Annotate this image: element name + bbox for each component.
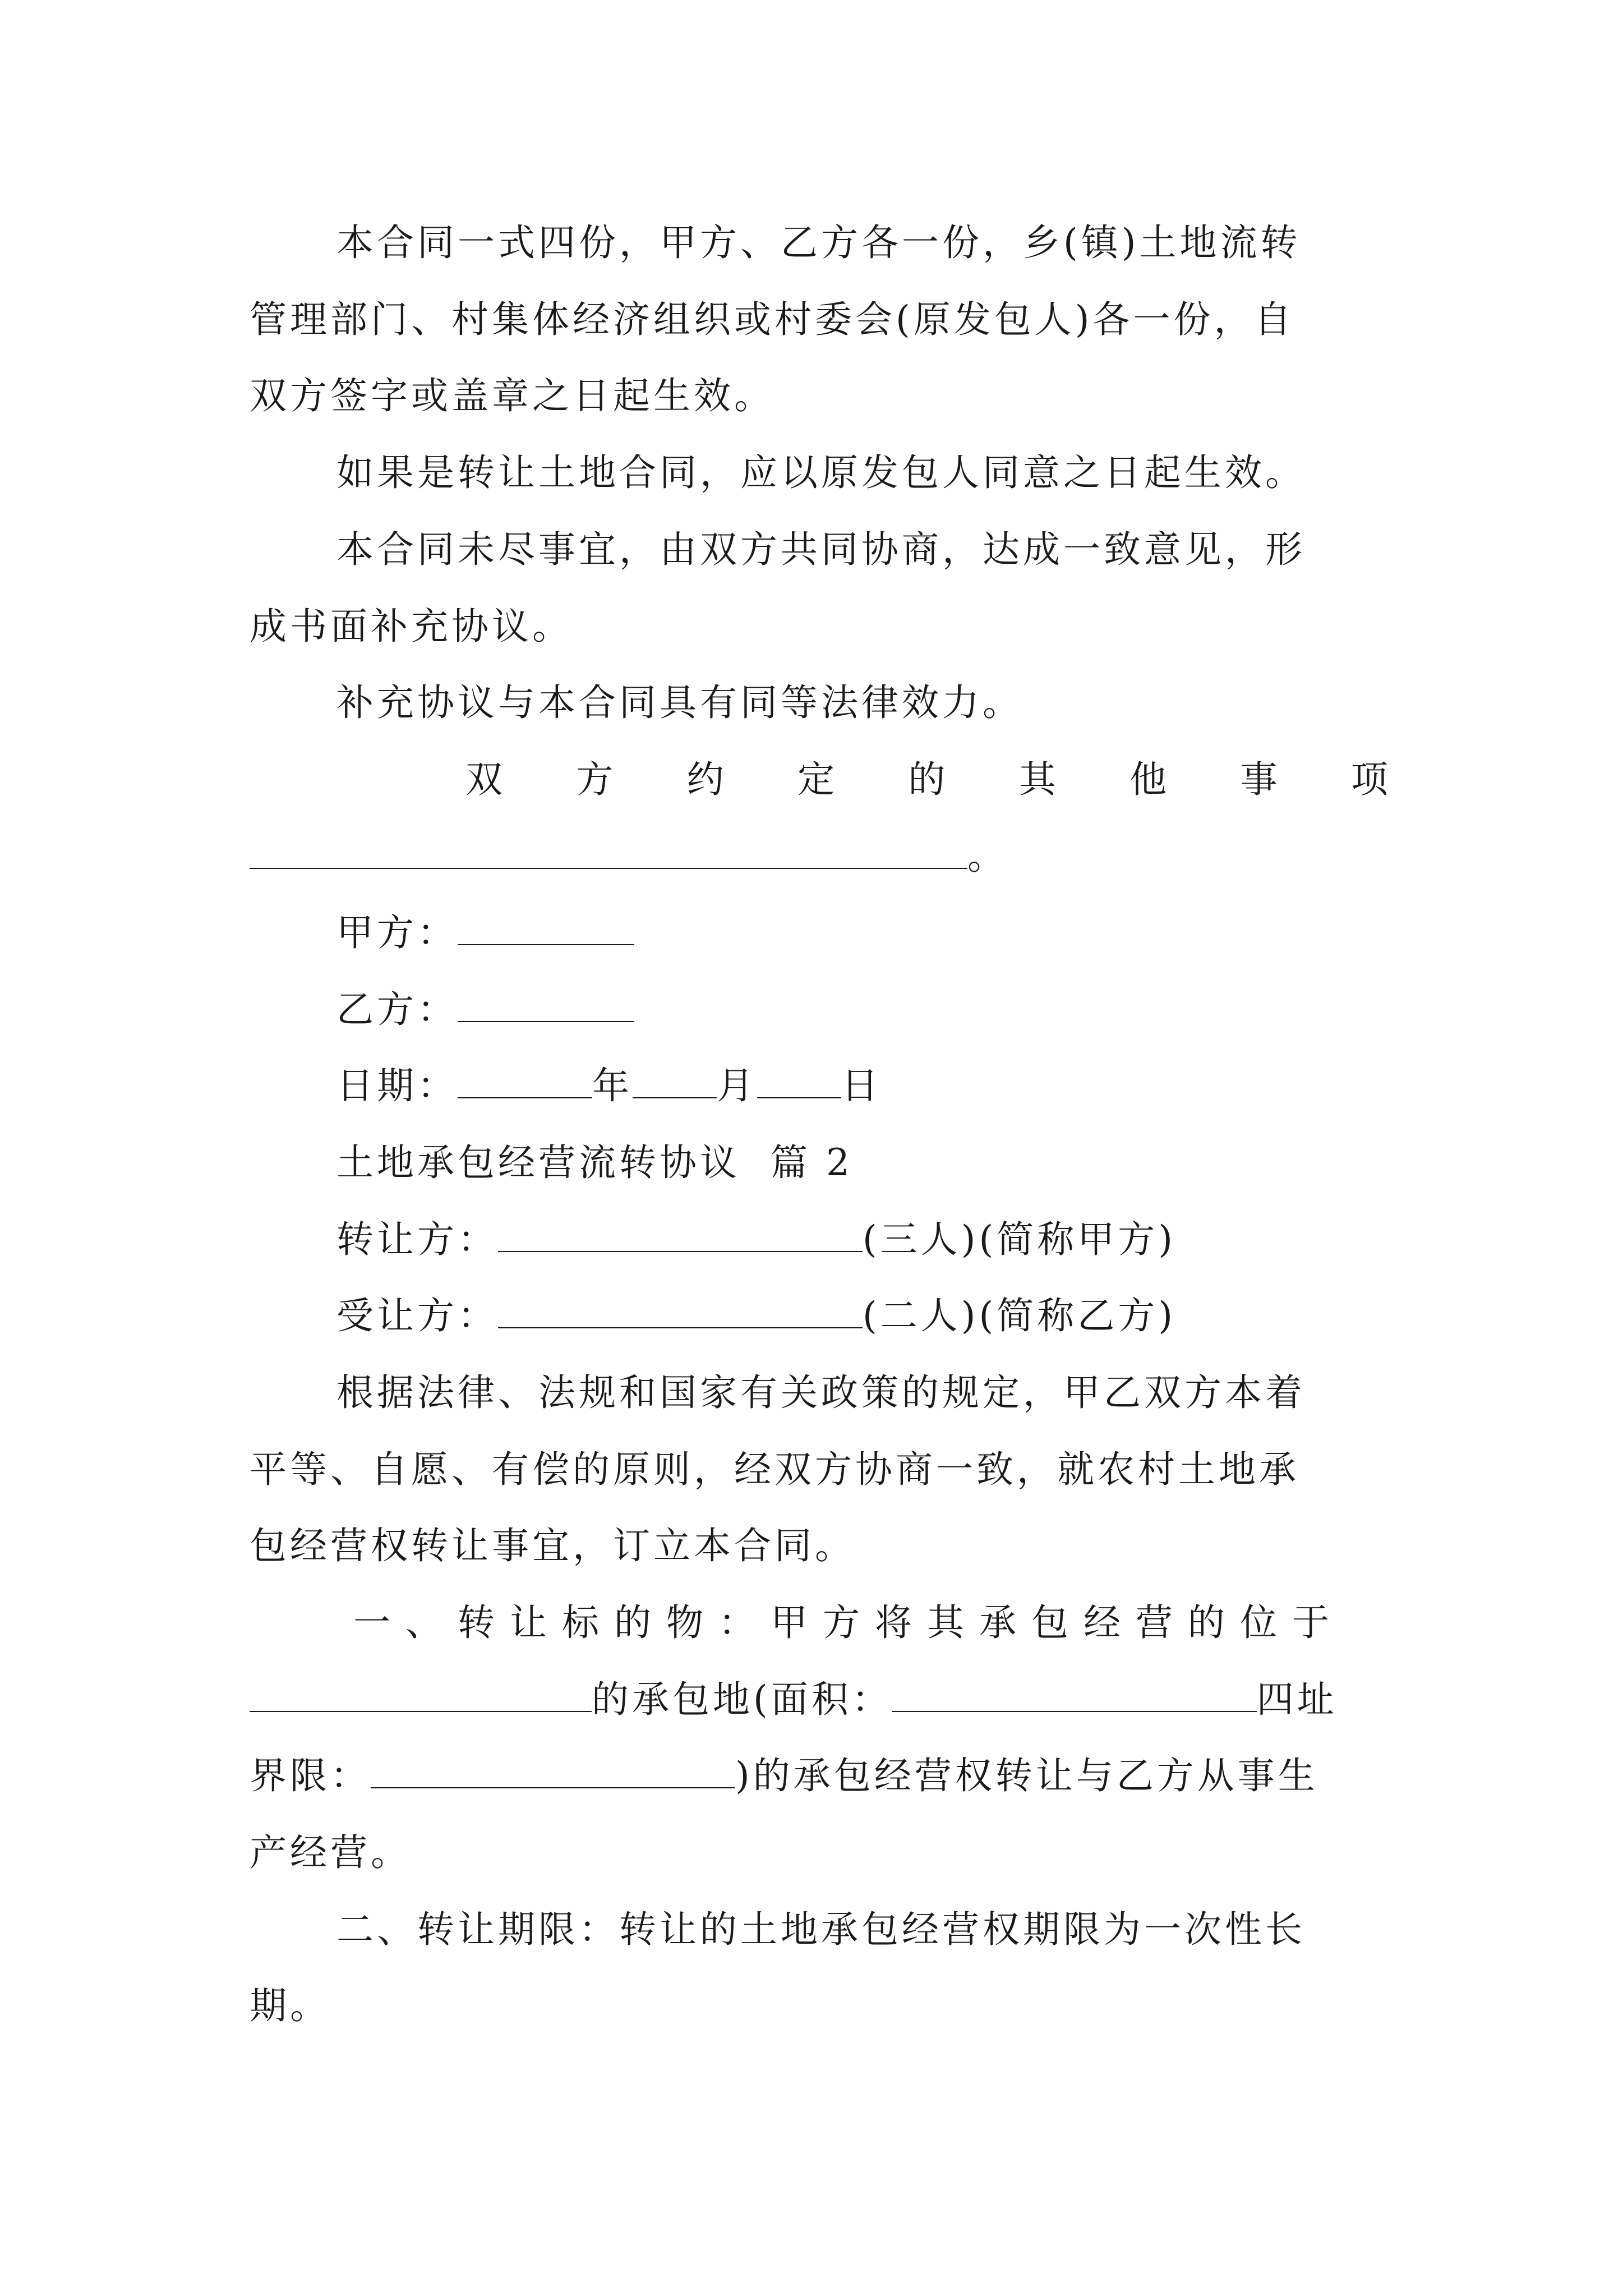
date-line [336, 1064, 882, 1108]
other-items-char: 其 [1018, 758, 1056, 801]
transferor-line [336, 1217, 1176, 1262]
section-title: 土地承包经营流转协议 篇 2 [336, 1141, 853, 1184]
paragraph-copies-line-3: 双方签字或盖章之日起生效。 [250, 374, 774, 417]
date-day: 日 [841, 1064, 882, 1107]
other-items-blank-line [250, 834, 1008, 879]
date-day-blank[interactable] [757, 1065, 841, 1098]
date-month: 月 [717, 1064, 757, 1107]
other-items-blank[interactable] [250, 835, 967, 869]
date-year-blank[interactable] [458, 1065, 592, 1098]
transferee-label: 受让方： [336, 1294, 498, 1337]
other-items-end: 。 [967, 835, 1008, 878]
paragraph-supplement-validity: 补充协议与本合同具有同等法律效力。 [336, 681, 1023, 724]
clause-1-boundary-end: )的承包经营权转让与乙方从事生 [735, 1754, 1318, 1797]
clause-1-line-4: 产经营。 [250, 1831, 411, 1874]
clause-1-boundary-start: 界限： [250, 1754, 371, 1797]
date-label: 日期： [336, 1064, 458, 1107]
party-a-line [336, 910, 634, 955]
party-b-blank[interactable] [458, 988, 634, 1022]
clause-1-line-1: 一、转让标的物：甲方将其承包经营的位于 [353, 1601, 1344, 1644]
paragraph-copies-line-1: 本合同一式四份，甲方、乙方各一份，乡(镇)土地流转 [336, 221, 1301, 264]
paragraph-unresolved-line-1: 本合同未尽事宜，由双方共同协商，达成一致意见，形 [336, 528, 1306, 571]
paragraph-copies-line-2: 管理部门、村集体经济组织或村委会(原发包人)各一份，自 [250, 298, 1295, 341]
transferee-blank[interactable] [498, 1295, 863, 1328]
clause-2-line-2: 期。 [250, 1984, 330, 2027]
other-items-char: 定 [797, 758, 835, 801]
transferor-blank[interactable] [498, 1218, 863, 1252]
party-b-line [336, 987, 634, 1032]
other-items-char: 的 [908, 758, 946, 801]
other-items-char: 约 [686, 758, 724, 801]
paragraph-transfer-effective: 如果是转让土地合同，应以原发包人同意之日起生效。 [336, 451, 1306, 494]
party-b-label: 乙方： [336, 988, 458, 1031]
transferor-suffix: (三人)(简称甲方) [863, 1218, 1176, 1261]
clause-1-line-2 [250, 1677, 1338, 1722]
clause-1-area-label: 的承包地(面积： [592, 1678, 892, 1721]
transferee-suffix: (二人)(简称乙方) [863, 1294, 1176, 1337]
paragraph-basis-line-3: 包经营权转让事宜，订立本合同。 [250, 1524, 855, 1567]
clause-1-line-3 [250, 1754, 1318, 1798]
other-items-char: 事 [1240, 758, 1278, 801]
party-a-label: 甲方： [336, 911, 458, 954]
paragraph-basis-line-1: 根据法律、法规和国家有关政策的规定，甲乙双方本着 [336, 1371, 1306, 1414]
other-items-char: 项 [1351, 758, 1388, 801]
other-items-heading [465, 757, 1388, 802]
other-items-char: 双 [465, 758, 502, 801]
transferor-label: 转让方： [336, 1218, 498, 1261]
date-year: 年 [592, 1064, 633, 1107]
paragraph-basis-line-2: 平等、自愿、有偿的原则，经双方协商一致，就农村土地承 [250, 1448, 1299, 1491]
clause-1-boundary-label: 四址 [1256, 1678, 1338, 1721]
other-items-char: 他 [1129, 758, 1167, 801]
clause-1-boundary-blank[interactable] [371, 1755, 735, 1788]
other-items-char: 方 [576, 758, 614, 801]
paragraph-unresolved-line-2: 成书面补充协议。 [250, 605, 573, 648]
clause-1-location-blank[interactable] [250, 1678, 592, 1712]
clause-2-line-1: 二、转让期限：转让的土地承包经营权期限为一次性长 [336, 1908, 1306, 1951]
date-month-blank[interactable] [633, 1065, 717, 1098]
transferee-line [336, 1294, 1176, 1338]
party-a-blank[interactable] [458, 912, 634, 945]
clause-1-area-blank[interactable] [892, 1678, 1257, 1712]
